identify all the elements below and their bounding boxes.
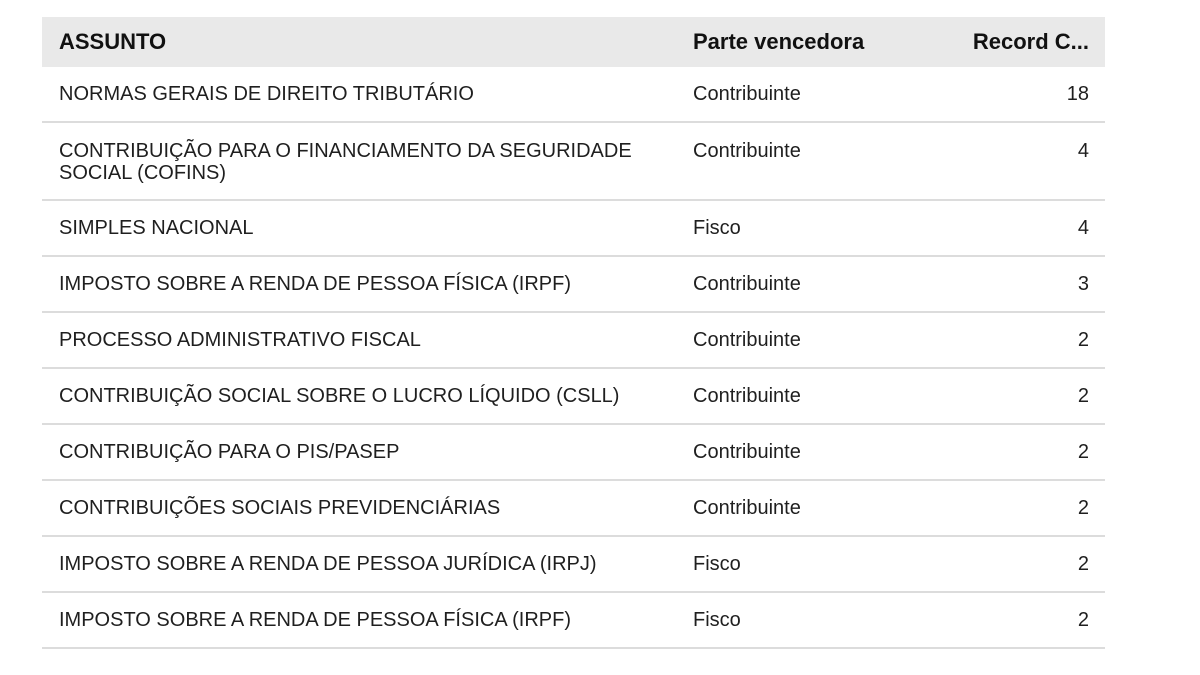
cell-assunto: CONTRIBUIÇÃO PARA O PIS/PASEP: [59, 441, 400, 463]
cell-parte-vencedora: Contribuinte: [693, 497, 801, 519]
table-row[interactable]: [42, 201, 1105, 257]
cell-record-count: 2: [1077, 497, 1089, 519]
cell-assunto: CONTRIBUIÇÃO SOCIAL SOBRE O LUCRO LÍQUIDO (CSLL): [59, 385, 620, 407]
cell-record-count: 4: [1077, 140, 1089, 162]
cell-assunto: IMPOSTO SOBRE A RENDA DE PESSOA FÍSICA (IRPF): [59, 273, 571, 295]
table-row[interactable]: [42, 481, 1105, 537]
cell-parte-vencedora: Contribuinte: [693, 441, 801, 463]
cell-record-count: 4: [1077, 217, 1089, 239]
cell-record-count: 3: [1077, 273, 1089, 295]
cell-parte-vencedora: Fisco: [693, 217, 741, 239]
table-row[interactable]: [42, 123, 1105, 201]
cell-record-count: 2: [1077, 329, 1089, 351]
cell-assunto: IMPOSTO SOBRE A RENDA DE PESSOA JURÍDICA (IRPJ): [59, 553, 597, 575]
cell-assunto: PROCESSO ADMINISTRATIVO FISCAL: [59, 329, 421, 351]
table-row[interactable]: [42, 257, 1105, 313]
cell-record-count: 2: [1077, 609, 1089, 631]
table-header: [42, 17, 1105, 67]
column-header-assunto[interactable]: ASSUNTO: [59, 29, 167, 54]
table-row[interactable]: [42, 425, 1105, 481]
cell-parte-vencedora: Fisco: [693, 609, 741, 631]
table-row[interactable]: [42, 593, 1105, 649]
cell-assunto: SIMPLES NACIONAL: [59, 217, 254, 239]
cell-assunto: NORMAS GERAIS DE DIREITO TRIBUTÁRIO: [59, 83, 474, 105]
cell-record-count: 2: [1077, 553, 1089, 575]
cell-record-count: 18: [1066, 83, 1089, 105]
cell-assunto: CONTRIBUIÇÕES SOCIAIS PREVIDENCIÁRIAS: [59, 497, 501, 519]
cell-parte-vencedora: Fisco: [693, 553, 741, 575]
cell-record-count: 2: [1077, 385, 1089, 407]
cell-parte-vencedora: Contribuinte: [693, 329, 801, 351]
cell-parte-vencedora: Contribuinte: [693, 140, 801, 162]
cell-parte-vencedora: Contribuinte: [693, 385, 801, 407]
table-row[interactable]: [42, 67, 1105, 123]
table-row[interactable]: [42, 537, 1105, 593]
cell-assunto: IMPOSTO SOBRE A RENDA DE PESSOA FÍSICA (IRPF): [59, 609, 571, 631]
table-row[interactable]: [42, 313, 1105, 369]
cell-parte-vencedora: Contribuinte: [693, 83, 801, 105]
cell-assunto: [42, 140, 693, 184]
table-row-partial: [42, 649, 1105, 669]
data-table: [42, 17, 1105, 669]
column-header-record-count[interactable]: Record C...: [972, 31, 1089, 53]
column-header-parte-vencedora[interactable]: Parte vencedora: [693, 29, 865, 54]
cell-record-count: 2: [1077, 441, 1089, 463]
cell-assunto-line1: CONTRIBUIÇÃO PARA O FINANCIAMENTO DA SEGURIDADE: [59, 140, 632, 162]
cell-assunto-line2: SOCIAL (COFINS): [59, 162, 227, 184]
table-row[interactable]: [42, 369, 1105, 425]
cell-parte-vencedora: Contribuinte: [693, 273, 801, 295]
